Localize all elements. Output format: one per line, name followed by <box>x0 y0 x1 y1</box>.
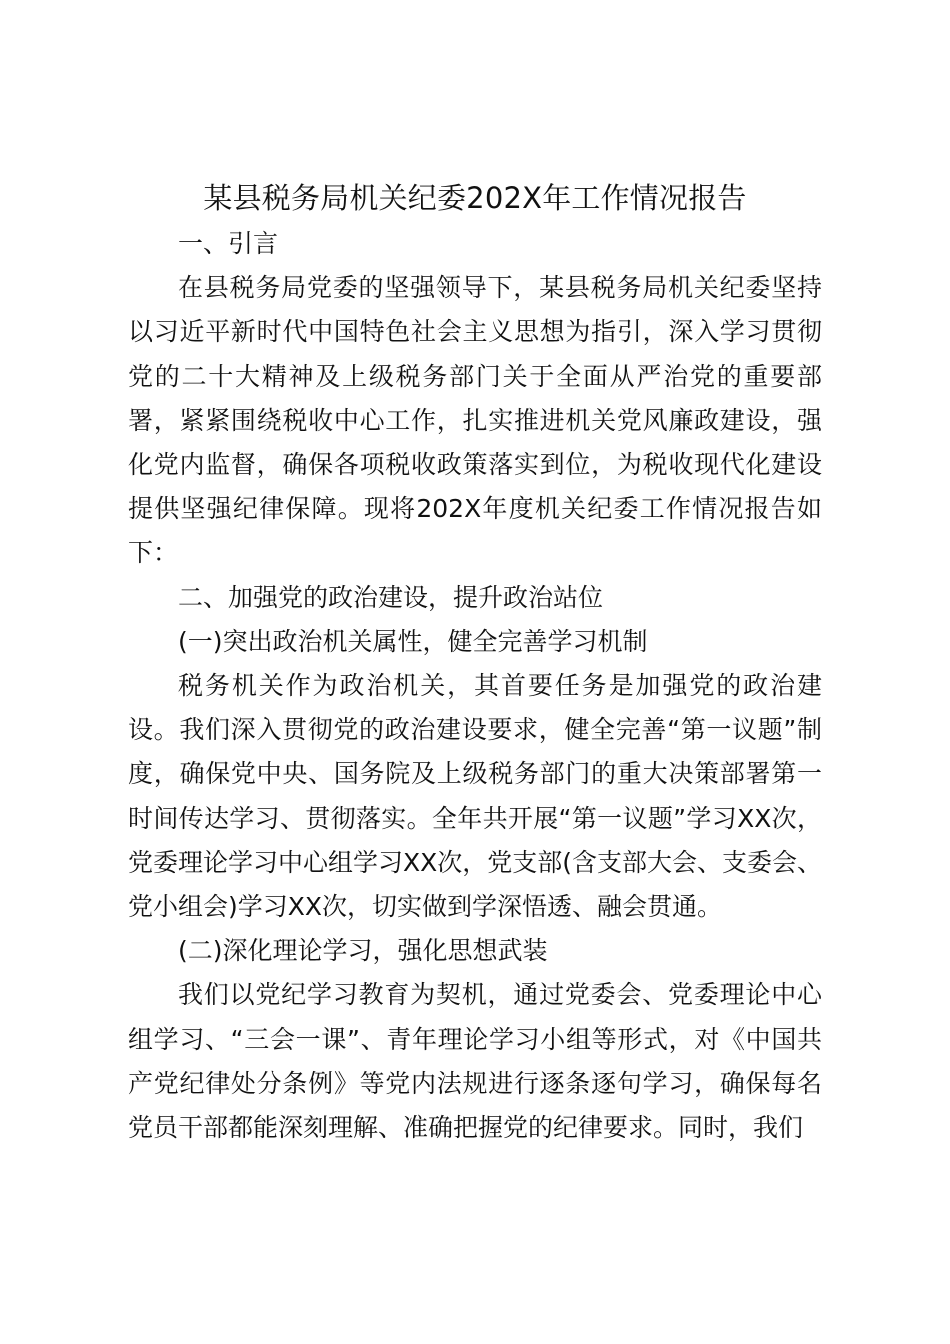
subsection-heading-study-mechanism: (一)突出政治机关属性，健全完善学习机制 <box>178 626 648 656</box>
document-body <box>128 222 822 1150</box>
section-heading-political-building: 二、加强党的政治建设，提升政治站位 <box>178 582 604 612</box>
section-heading-introduction: 一、引言 <box>178 229 279 258</box>
paragraph-theory-study: 我们以党纪学习教育为契机，通过党委会、党委理论中心组学习、“三会一课”、青年理论学习小组等形式，对《中国共产党纪律处分条例》等党内法规进行逐条逐句学习，确保每名党员干部都能深刻理解、准确把握党的纪律要求。同时，我们 <box>128 980 822 1143</box>
paragraph-study-mechanism: 税务机关作为政治机关，其首要任务是加强党的政治建设。我们深入贯彻党的政治建设要求，健全完善“第一议题”制度，确保党中央、国务院及上级税务部门的重大决策部署第一时间传达学习、贯彻落实。全年共开展“第一议题”学习XX次，党委理论学习中心组学习XX次，党支部(含支部大会、支委会、党小组会)学习XX次，切实做到学深悟透、融会贯通。 <box>128 671 823 922</box>
document-title: 某县税务局机关纪委202X年工作情况报告 <box>203 181 747 215</box>
subsection-heading-theory-study: (二)深化理论学习，强化思想武装 <box>178 936 548 966</box>
paragraph-introduction: 在县税务局党委的坚强领导下，某县税务局机关纪委坚持以习近平新时代中国特色社会主义思想为指引，深入学习贯彻党的二十大精神及上级税务部门关于全面从严治党的重要部署，紧紧围绕税收中心工作，扎实推进机关党风廉政建设，强化党内监督，确保各项税收政策落实到位，为税收现代化建设提供坚强纪律保障。现将202X年度机关纪委工作情况报告如下： <box>128 273 822 568</box>
